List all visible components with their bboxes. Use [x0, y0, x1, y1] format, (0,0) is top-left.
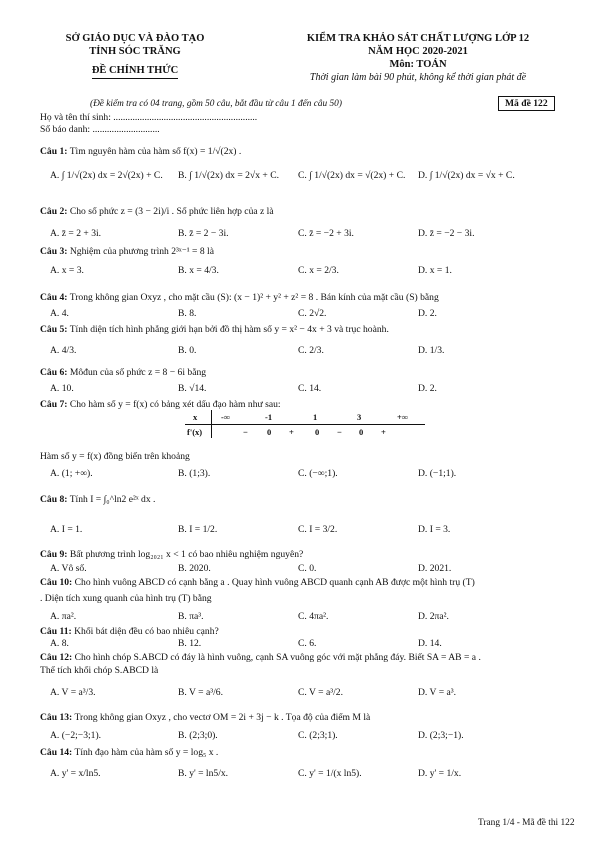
q5-option-b: B. 0. [178, 345, 197, 356]
official-label: ĐỀ CHÍNH THỨC [92, 64, 178, 79]
q6-option-d: D. 2. [418, 383, 437, 394]
question-11: Câu 11: Khối bát diện đều có bao nhiêu cạnh? [40, 626, 219, 637]
q3-option-a: A. x = 3. [50, 265, 84, 276]
q11-option-d: D. 14. [418, 638, 442, 649]
q10-option-c: C. 4πa². [298, 611, 329, 622]
question-7: Câu 7: Cho hàm số y = f(x) có bảng xét dấu đạo hàm như sau: [40, 399, 281, 410]
q12-option-c: C. V = a³/2. [298, 687, 343, 698]
q4-option-b: B. 8. [178, 308, 197, 319]
q6-option-b: B. √14. [178, 383, 207, 394]
sign-table-fprime-row: f'(x) − 0 + 0 − 0 + [187, 427, 386, 437]
student-name-field: Họ và tên thí sinh: ............................................................ [40, 112, 258, 123]
department-header [20, 32, 250, 79]
question-1: Câu 1: Tìm nguyên hàm của hàm số f(x) = 1/√(2x) . [40, 146, 242, 157]
q7-option-a: A. (1; +∞). [50, 468, 93, 479]
question-9: Câu 9: Bất phương trình log₂₀₂₁ x < 1 có bao nhiêu nghiệm nguyên? [40, 549, 304, 560]
q14-option-a: A. y' = x/ln5. [50, 768, 101, 779]
q5-option-d: D. 1/3. [418, 345, 445, 356]
q1-option-c: C. ∫ 1/√(2x) dx = √(2x) + C. [298, 170, 406, 181]
q11-option-c: C. 6. [298, 638, 317, 649]
q8-option-c: C. I = 3/2. [298, 524, 338, 535]
q13-option-a: A. (−2;−3;1). [50, 730, 102, 741]
q5-option-c: C. 2/3. [298, 345, 324, 356]
q5-option-a: A. 4/3. [50, 345, 77, 356]
q14-option-b: B. y' = ln5/x. [178, 768, 229, 779]
q11-option-a: A. 8. [50, 638, 69, 649]
question-12-sub: Thể tích khối chóp S.ABCD là [40, 665, 159, 676]
q1-option-d: D. ∫ 1/√(2x) dx = √x + C. [418, 170, 515, 181]
student-id-field: Số báo danh: ............................ [40, 124, 160, 135]
q14-option-c: C. y' = 1/(x ln5). [298, 768, 362, 779]
q8-option-d: D. I = 3. [418, 524, 451, 535]
q10-option-b: B. πa³. [178, 611, 204, 622]
exam-code-box: Mã đề 122 [498, 96, 555, 111]
question-4: Câu 4: Trong không gian Oxyz , cho mặt cầu (S): (x − 1)² + y² + z² = 8 . Bán kính của mặt cầu (S) bằng [40, 292, 439, 303]
q9-option-d: D. 2021. [418, 563, 452, 574]
q7-option-c: C. (−∞;1). [298, 468, 338, 479]
page-footer: Trang 1/4 - Mã đề thi 122 [478, 818, 575, 828]
q2-option-a: A. z̄ = 2 + 3i. [50, 228, 102, 239]
q12-option-b: B. V = a³/6. [178, 687, 223, 698]
question-10: Câu 10: Cho hình vuông ABCD có cạnh bằng a . Quay hình vuông ABCD quanh cạnh AB được một hình trụ (T) [40, 577, 475, 588]
question-10-sub: . Diện tích xung quanh của hình trụ (T) bằng [40, 593, 212, 604]
time-note: Thời gian làm bài 90 phút, không kể thời gian phát đề [309, 72, 527, 83]
q2-option-d: D. z̄ = −2 − 3i. [418, 228, 475, 239]
q9-option-c: C. 0. [298, 563, 317, 574]
question-7-sub: Hàm số y = f(x) đồng biến trên khoảng [40, 451, 190, 462]
q13-option-d: D. (2;3;−1). [418, 730, 464, 741]
q1-option-b: B. ∫ 1/√(2x) dx = 2√x + C. [178, 170, 279, 181]
question-2: Câu 2: Cho số phức z = (3 − 2i)/i . Số phức liên hợp của z là [40, 206, 274, 217]
q3-option-c: C. x = 2/3. [298, 265, 339, 276]
question-6: Câu 6: Môđun của số phức z = 8 − 6i bằng [40, 367, 207, 378]
dept-line2: TỈNH SÓC TRĂNG [89, 46, 181, 57]
q6-option-c: C. 14. [298, 383, 322, 394]
q12-option-d: D. V = a³. [418, 687, 457, 698]
q9-option-b: B. 2020. [178, 563, 211, 574]
q13-option-c: C. (2;3;1). [298, 730, 338, 741]
q10-option-d: D. 2πa². [418, 611, 449, 622]
q11-option-b: B. 12. [178, 638, 202, 649]
q2-option-b: B. z̄ = 2 − 3i. [178, 228, 229, 239]
q12-option-a: A. V = a³/3. [50, 687, 96, 698]
question-8: Câu 8: Tính I = ∫₀^ln2 e²ˣ dx . [40, 494, 156, 505]
q8-option-a: A. I = 1. [50, 524, 83, 535]
question-14: Câu 14: Tính đạo hàm của hàm số y = log₅ x . [40, 747, 219, 758]
q10-option-a: A. πa². [50, 611, 77, 622]
q1-option-a: A. ∫ 1/√(2x) dx = 2√(2x) + C. [50, 170, 163, 181]
subject: Môn: TOÁN [389, 59, 447, 70]
exam-title: KIỂM TRA KHẢO SÁT CHẤT LƯỢNG LỚP 12 [306, 33, 530, 44]
q13-option-b: B. (2;3;0). [178, 730, 218, 741]
q9-option-a: A. Vô số. [50, 563, 87, 574]
exam-note: (Đề kiểm tra có 04 trang, gồm 50 câu, bắt đầu từ câu 1 đến câu 50) [90, 99, 342, 109]
q8-option-b: B. I = 1/2. [178, 524, 218, 535]
question-12: Câu 12: Cho hình chóp S.ABCD có đáy là hình vuông, cạnh SA vuông góc với mặt phẳng đáy. Biết SA = AB = a . [40, 652, 481, 663]
exam-header [258, 32, 578, 84]
q14-option-d: D. y' = 1/x. [418, 768, 462, 779]
q6-option-a: A. 10. [50, 383, 74, 394]
q4-option-c: C. 2√2. [298, 308, 327, 319]
school-year: NĂM HỌC 2020-2021 [368, 46, 468, 57]
q4-option-d: D. 2. [418, 308, 437, 319]
dept-line1: SỞ GIÁO DỤC VÀ ĐÀO TẠO [65, 33, 205, 44]
q3-option-b: B. x = 4/3. [178, 265, 219, 276]
question-3: Câu 3: Nghiệm của phương trình 2³ˣ⁻¹ = 8 là [40, 246, 214, 257]
q2-option-c: C. z̄ = −2 + 3i. [298, 228, 354, 239]
q7-option-d: D. (−1;1). [418, 468, 457, 479]
sign-table-x-row: x -∞ -1 1 3 +∞ [193, 412, 408, 422]
q4-option-a: A. 4. [50, 308, 69, 319]
q3-option-d: D. x = 1. [418, 265, 452, 276]
sign-table [185, 410, 425, 438]
question-5: Câu 5: Tính diện tích hình phẳng giới hạn bởi đồ thị hàm số y = x² − 4x + 3 và trục hoành. [40, 324, 389, 335]
q7-option-b: B. (1;3). [178, 468, 211, 479]
question-13: Câu 13: Trong không gian Oxyz , cho vectơ OM = 2i + 3j − k . Tọa độ của điểm M là [40, 712, 371, 723]
